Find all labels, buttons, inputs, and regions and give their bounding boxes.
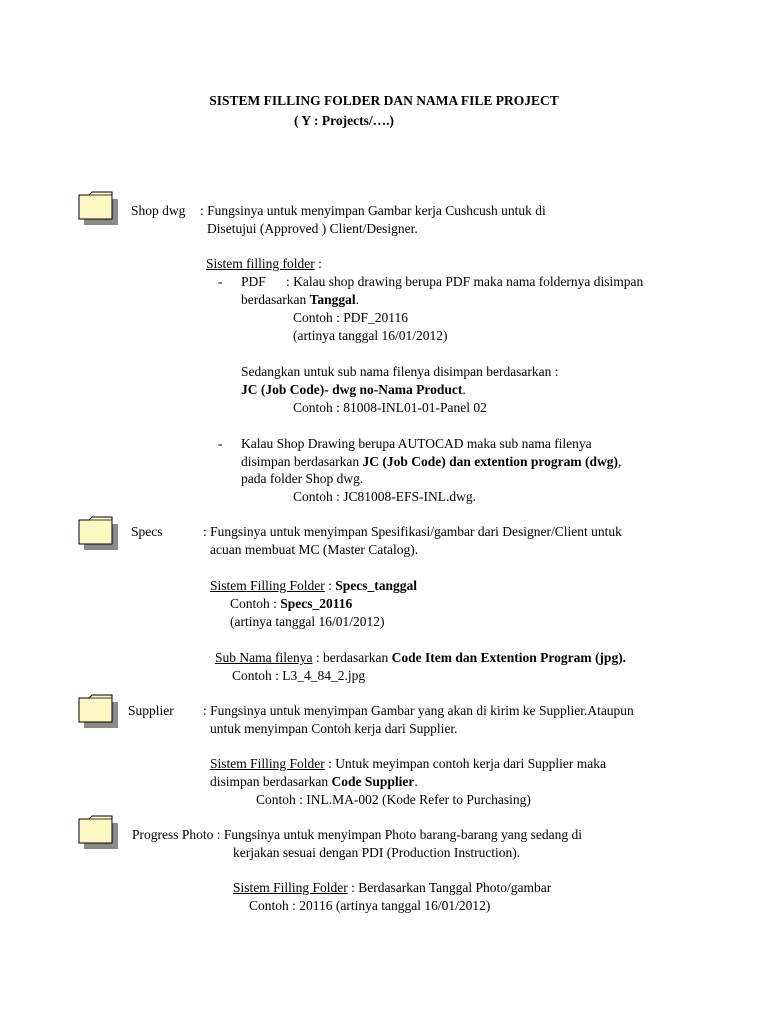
folder-icon — [76, 189, 120, 227]
specs-description: : Fungsinya untuk menyimpan Spesifikasi/gambar dari Designer/Client untuk — [203, 524, 622, 539]
pdf-label: PDF — [241, 274, 266, 289]
shop-dwg-description: : Fungsinya untuk menyimpan Gambar kerja Cushcush untuk di — [200, 203, 546, 218]
specs-example-note: (artinya tanggal 16/01/2012) — [230, 614, 385, 629]
specs-sub-filename: Sub Nama filenya : berdasarkan Code Item dan Extention Program (jpg). — [215, 650, 627, 665]
supplier-description-cont: untuk menyimpan Contoh kerja dari Supplier. — [210, 721, 458, 736]
specs-filing-folder: Sistem Filling Folder : Specs_tanggal — [210, 578, 418, 593]
document-subtitle: ( Y : Projects/….) — [294, 113, 394, 128]
supplier-description: : Fungsinya untuk menyimpan Gambar yang akan di kirim ke Supplier.Ataupun — [203, 703, 634, 718]
pdf-description-cont: berdasarkan Tanggal. — [241, 292, 359, 307]
pdf-example: Contoh : PDF_20116 — [293, 310, 409, 325]
bullet-dash: - — [218, 436, 223, 451]
progress-filing-folder: Sistem Filling Folder : Berdasarkan Tanggal Photo/gambar — [233, 880, 552, 895]
autocad-description-cont: disimpan berdasarkan JC (Job Code) dan extention program (dwg), — [241, 454, 622, 469]
shop-dwg-label: Shop dwg — [131, 203, 186, 218]
shop-dwg-description-cont: Disetujui (Approved ) Client/Designer. — [207, 221, 418, 236]
specs-description-cont: acuan membuat MC (Master Catalog). — [210, 542, 419, 557]
progress-photo-row — [132, 826, 582, 844]
pdf-description: : Kalau shop drawing berupa PDF maka nama foldernya disimpan — [286, 274, 644, 289]
specs-label: Specs — [131, 524, 163, 539]
sistem-filling-folder-label: Sistem filling folder — [206, 256, 315, 271]
specs-sub-filename-example: Contoh : L3_4_84_2.jpg — [232, 668, 366, 683]
autocad-example: Contoh : JC81008-EFS-INL.dwg. — [293, 489, 477, 504]
document-title: SISTEM FILLING FOLDER DAN NAMA FILE PROJECT — [209, 93, 559, 108]
supplier-label: Supplier — [128, 703, 174, 718]
sub-filename-intro: Sedangkan untuk sub nama filenya disimpan berdasarkan : — [241, 364, 559, 379]
folder-icon — [76, 514, 120, 552]
specs-example: Contoh : Specs_20116 — [230, 596, 353, 611]
shop-dwg-filing-heading: Sistem filling folder : — [206, 256, 322, 271]
sub-filename-format: JC (Job Code)- dwg no-Nama Product. — [241, 382, 466, 397]
progress-photo-description-cont: kerjakan sesuai dengan PDI (Production Instruction). — [233, 845, 521, 860]
folder-icon — [76, 813, 120, 851]
autocad-description-cont2: pada folder Shop dwg. — [241, 471, 364, 486]
bullet-dash: - — [218, 274, 223, 289]
autocad-description: Kalau Shop Drawing berupa AUTOCAD maka sub nama filenya — [241, 436, 592, 451]
progress-photo-description: : Fungsinya untuk menyimpan Photo barang-barang yang sedang di — [213, 827, 582, 842]
folder-icon — [76, 692, 120, 730]
supplier-filing-folder: Sistem Filling Folder : Untuk meyimpan contoh kerja dari Supplier maka — [210, 756, 606, 771]
supplier-example: Contoh : INL.MA-002 (Kode Refer to Purchasing) — [256, 792, 531, 807]
progress-photo-label: Progress Photo — [132, 827, 214, 842]
pdf-example-note: (artinya tanggal 16/01/2012) — [293, 328, 448, 343]
supplier-filing-folder-cont: disimpan berdasarkan Code Supplier. — [210, 774, 418, 789]
progress-example: Contoh : 20116 (artinya tanggal 16/01/2012) — [249, 898, 491, 913]
sub-filename-example: Contoh : 81008-INL01-01-Panel 02 — [293, 400, 487, 415]
